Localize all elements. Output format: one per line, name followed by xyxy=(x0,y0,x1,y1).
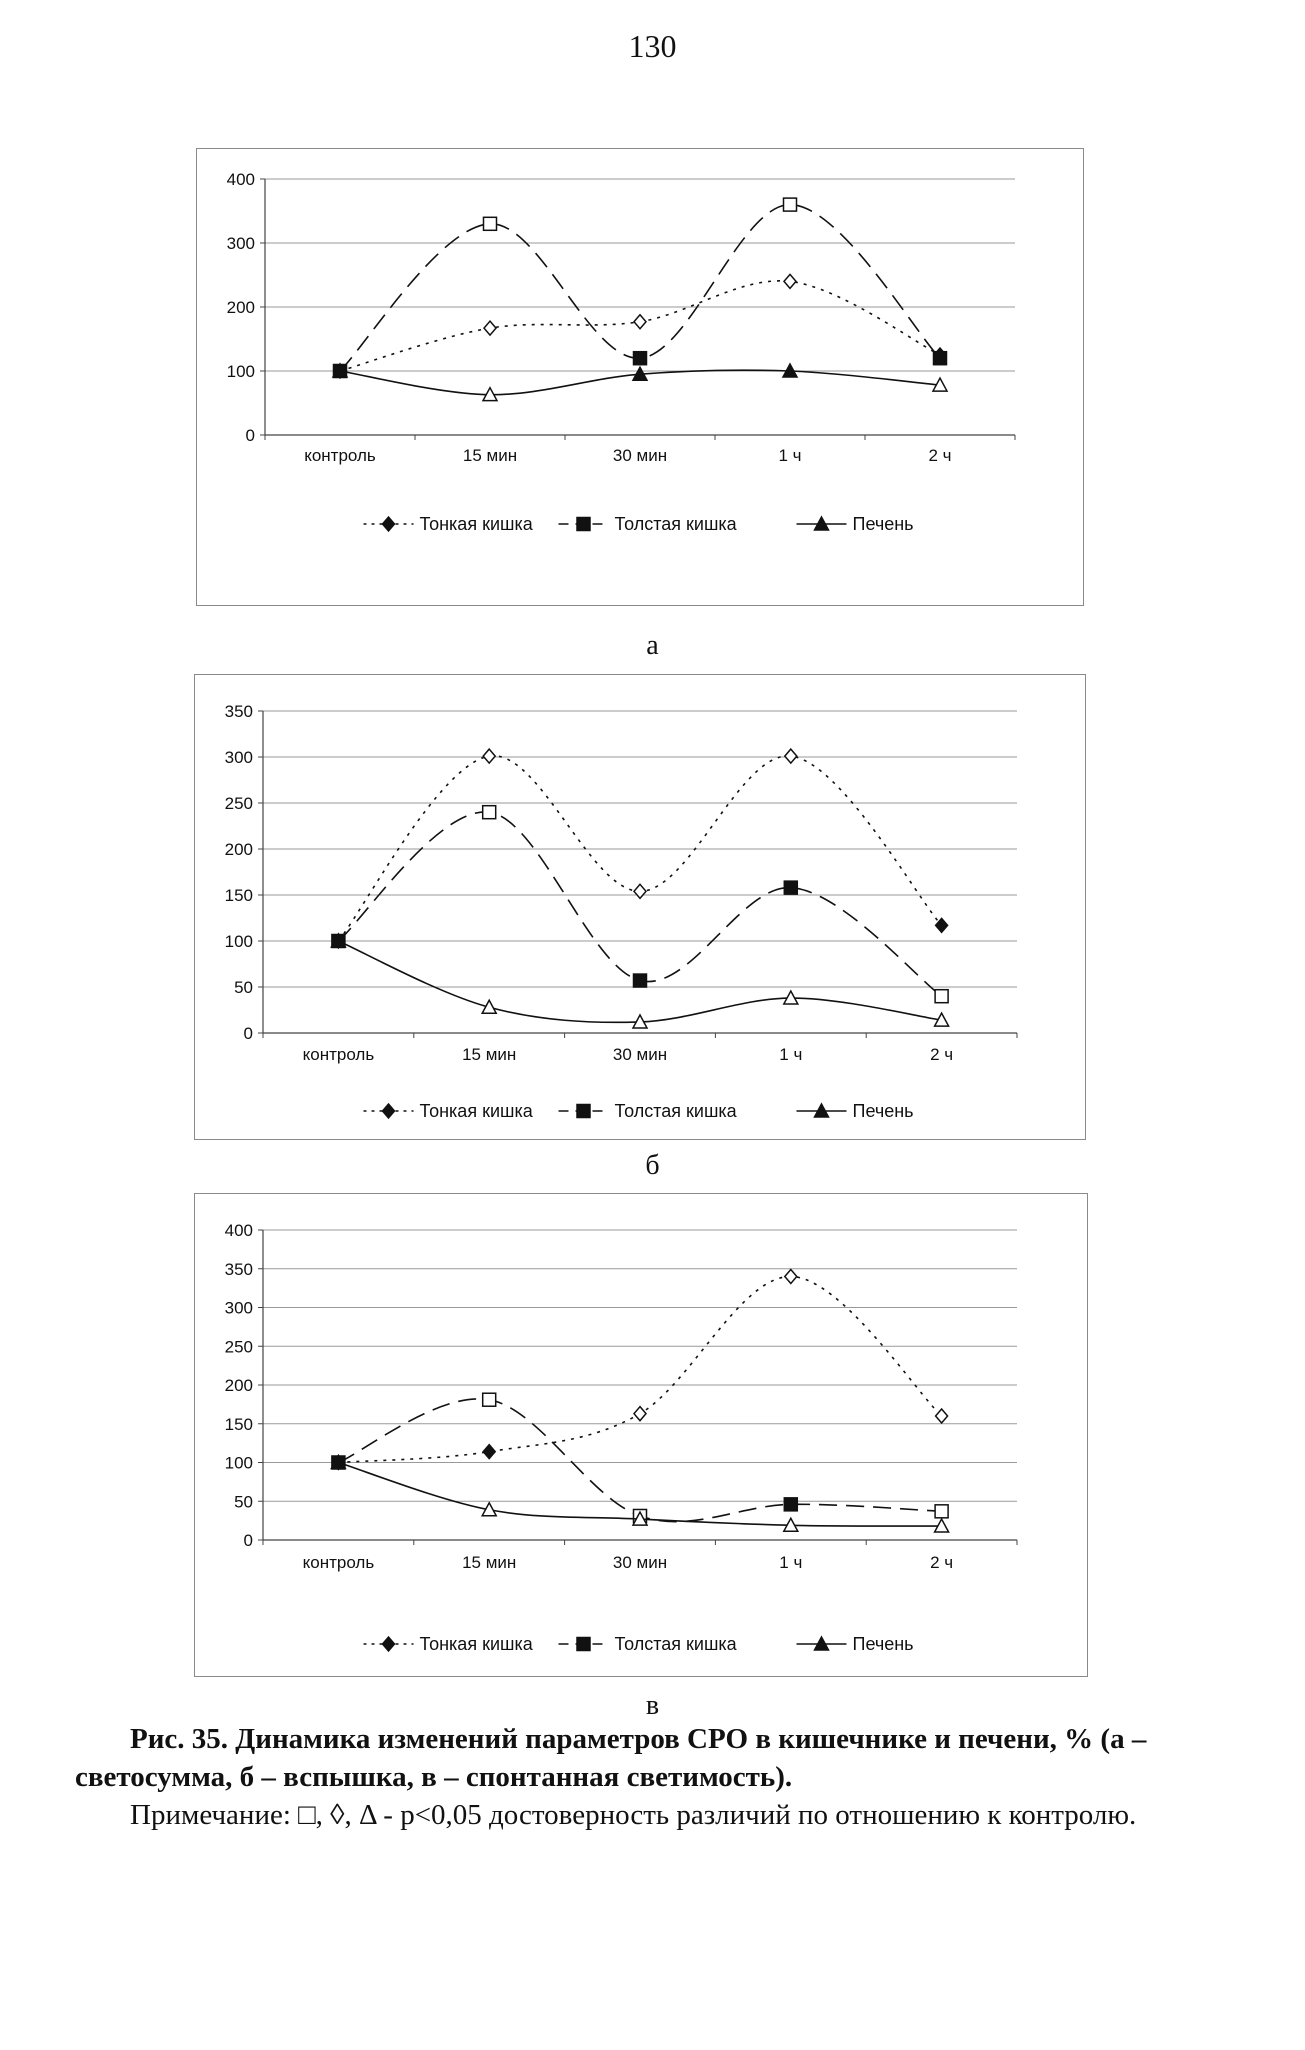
chart1-ytick-label: 100 xyxy=(224,932,253,951)
chart2-series-line-small-intestine xyxy=(338,1276,941,1462)
chart2-point-small-intestine xyxy=(483,1445,495,1459)
chart1-legend-label-liver: Печень xyxy=(852,1101,914,1121)
chart2-xtick-label: 15 мин xyxy=(462,1553,517,1572)
chart0-ytick-label: 400 xyxy=(226,170,255,189)
chart0-ytick-label: 100 xyxy=(226,362,255,381)
chart2-legend-label-large-intestine: Толстая кишка xyxy=(614,1634,737,1654)
caption-line-1: Рис. 35. Динамика изменений параметров СРО в кишечнике и печени, % (а – xyxy=(130,1723,1147,1755)
chart0-xtick-label: 15 мин xyxy=(462,446,518,465)
chart2-xtick-label: контроль xyxy=(302,1553,375,1572)
chart1-ytick-label: 0 xyxy=(243,1024,253,1043)
chart0-point-small-intestine xyxy=(784,274,796,288)
chart0-ytick-label: 200 xyxy=(226,298,255,317)
chart0-point-large-intestine xyxy=(784,198,797,211)
chart-a-frame xyxy=(196,148,1084,606)
chart2-ytick-label: 250 xyxy=(224,1337,253,1357)
chart2-ytick-label: 150 xyxy=(224,1414,253,1434)
chart-c-frame xyxy=(194,1193,1088,1677)
chart1-ytick-label: 300 xyxy=(224,748,253,767)
panel-label-c: в xyxy=(645,1690,660,1721)
chart1-xtick-label: 15 мин xyxy=(462,1045,517,1064)
chart1-ytick-label: 350 xyxy=(224,702,253,721)
chart1-ytick-label: 200 xyxy=(224,840,253,859)
chart1-legend-marker-small-intestine xyxy=(383,1104,395,1118)
chart1-xtick-label: 2 ч xyxy=(930,1045,954,1064)
figure-caption xyxy=(75,1720,1255,1834)
page-number: 130 xyxy=(628,28,677,64)
chart2-ytick-label: 0 xyxy=(243,1531,253,1550)
chart0-xtick-label: 2 ч xyxy=(928,446,952,465)
chart1-series-line-large-intestine xyxy=(338,812,941,996)
chart1-legend-label-small-intestine: Тонкая кишка xyxy=(419,1101,533,1121)
chart0-point-small-intestine xyxy=(634,315,646,329)
chart1-point-small-intestine xyxy=(634,884,646,898)
chart1-legend-marker-large-intestine xyxy=(577,1105,590,1118)
chart0-point-small-intestine xyxy=(484,321,496,335)
chart2-point-small-intestine xyxy=(634,1407,646,1421)
chart1-series-line-small-intestine xyxy=(338,756,941,941)
chart1-point-large-intestine xyxy=(935,990,948,1003)
chart-c xyxy=(195,1194,1087,1676)
chart1-point-small-intestine xyxy=(483,749,495,763)
chart2-legend-marker-small-intestine xyxy=(383,1637,395,1651)
chart1-ytick-label: 250 xyxy=(224,794,253,813)
panel-label-b: б xyxy=(645,1150,660,1181)
chart2-legend-label-liver: Печень xyxy=(852,1634,914,1654)
chart0-point-large-intestine xyxy=(634,352,647,365)
chart1-ytick-label: 150 xyxy=(224,886,253,905)
chart-b-frame xyxy=(194,674,1086,1140)
chart0-legend-marker-large-intestine xyxy=(577,518,590,531)
chart2-xtick-label: 2 ч xyxy=(930,1553,954,1572)
chart0-xtick-label: 1 ч xyxy=(778,446,802,465)
chart2-ytick-label: 350 xyxy=(224,1259,253,1279)
chart-a xyxy=(197,149,1083,605)
chart-b xyxy=(195,675,1085,1139)
chart0-legend-label-small-intestine: Тонкая кишка xyxy=(419,514,533,534)
chart0-point-large-intestine xyxy=(484,217,497,230)
chart1-ytick-label: 50 xyxy=(234,978,253,997)
chart1-point-liver xyxy=(482,1000,496,1013)
chart0-series-line-large-intestine xyxy=(340,205,940,371)
chart0-ytick-label: 300 xyxy=(226,234,255,253)
chart2-ytick-label: 200 xyxy=(224,1376,253,1395)
chart1-point-large-intestine xyxy=(634,974,647,987)
chart0-xtick-label: контроль xyxy=(304,446,376,465)
panel-label-a: а xyxy=(646,630,659,661)
chart2-point-large-intestine xyxy=(784,1498,797,1511)
chart1-point-small-intestine xyxy=(785,749,797,763)
chart1-point-large-intestine xyxy=(483,806,496,819)
chart0-ytick-label: 0 xyxy=(245,426,255,445)
chart1-xtick-label: 30 мин xyxy=(612,1045,668,1064)
chart0-legend-marker-small-intestine xyxy=(383,517,395,531)
chart2-ytick-label: 100 xyxy=(224,1453,253,1473)
chart1-point-large-intestine xyxy=(784,881,797,894)
chart2-point-small-intestine xyxy=(785,1270,797,1284)
caption-line-2: светосумма, б – вспышка, в – спонтанная светимость). xyxy=(75,1761,793,1793)
chart2-xtick-label: 30 мин xyxy=(612,1553,668,1572)
chart1-legend-label-large-intestine: Толстая кишка xyxy=(614,1101,737,1121)
chart0-legend-label-large-intestine: Толстая кишка xyxy=(614,514,737,534)
chart2-ytick-label: 50 xyxy=(234,1492,253,1512)
chart2-point-large-intestine xyxy=(935,1505,948,1518)
chart2-legend-label-small-intestine: Тонкая кишка xyxy=(419,1634,533,1654)
chart2-legend-marker-large-intestine xyxy=(577,1638,590,1651)
chart2-point-large-intestine xyxy=(483,1393,496,1406)
chart2-point-small-intestine xyxy=(936,1409,948,1423)
chart2-xtick-label: 1 ч xyxy=(779,1553,803,1572)
chart0-legend-label-liver: Печень xyxy=(852,514,914,534)
chart2-ytick-label: 400 xyxy=(224,1221,253,1240)
chart1-xtick-label: 1 ч xyxy=(779,1045,803,1064)
caption-note: Примечание: □, ◊, Δ - p<0,05 достоверность различий по отношению к контролю. xyxy=(130,1799,1137,1831)
chart0-xtick-label: 30 мин xyxy=(612,446,668,465)
chart0-point-large-intestine xyxy=(934,352,947,365)
chart2-ytick-label: 300 xyxy=(224,1298,253,1318)
chart1-xtick-label: контроль xyxy=(302,1045,375,1064)
